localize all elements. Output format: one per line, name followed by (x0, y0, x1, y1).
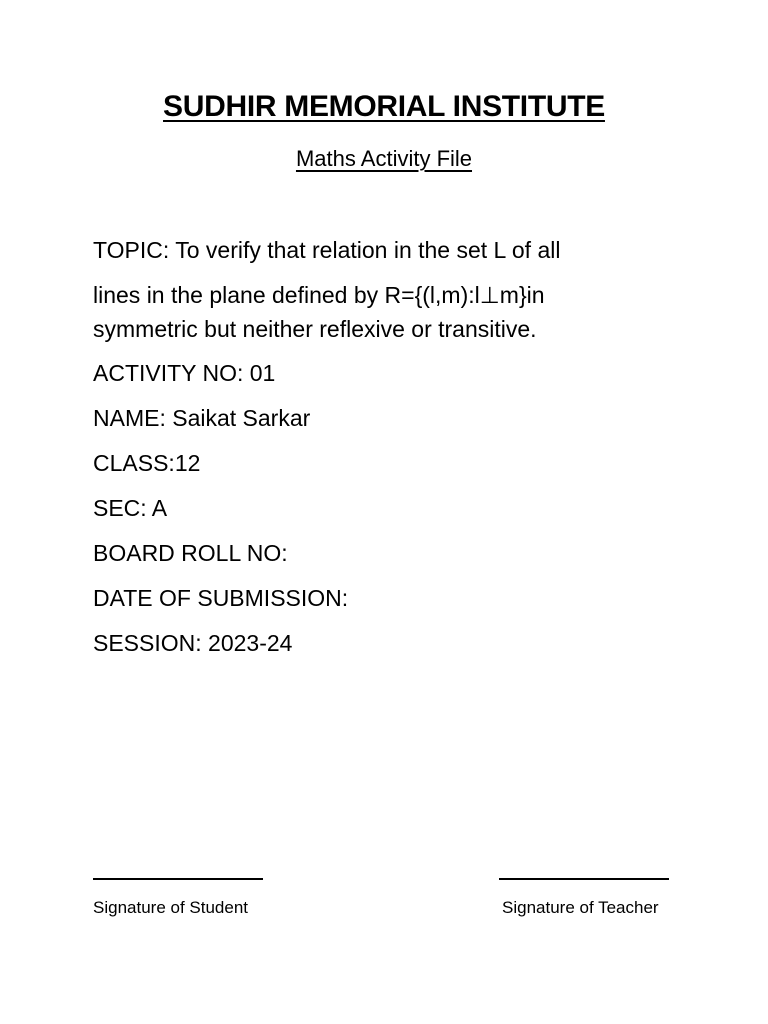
topic-line-3: symmetric but neither reflexive or transitive. (93, 316, 537, 342)
activity-number: ACTIVITY NO: 01 (93, 360, 276, 386)
topic-line-1: TOPIC: To verify that relation in the set L of all (93, 237, 561, 263)
section-field: SEC: A (93, 495, 168, 521)
file-subtitle: Maths Activity File (295, 146, 473, 171)
date-of-submission: DATE OF SUBMISSION: (93, 585, 349, 611)
student-name: NAME: Saikat Sarkar (93, 405, 311, 431)
institute-title: SUDHIR MEMORIAL INSTITUTE (163, 90, 605, 123)
board-roll-number: BOARD ROLL NO: (93, 540, 288, 566)
teacher-signature-line (499, 878, 669, 880)
teacher-signature-label: Signature of Teacher (502, 898, 659, 917)
class-field: CLASS:12 (93, 450, 201, 476)
student-signature-label: Signature of Student (93, 898, 249, 917)
student-signature-line (93, 878, 263, 880)
topic-line-2: lines in the plane defined by R={(l,m):l⊥m}in (93, 282, 545, 308)
session-field: SESSION: 2023-24 (93, 630, 293, 656)
topic-paragraph (93, 233, 653, 346)
